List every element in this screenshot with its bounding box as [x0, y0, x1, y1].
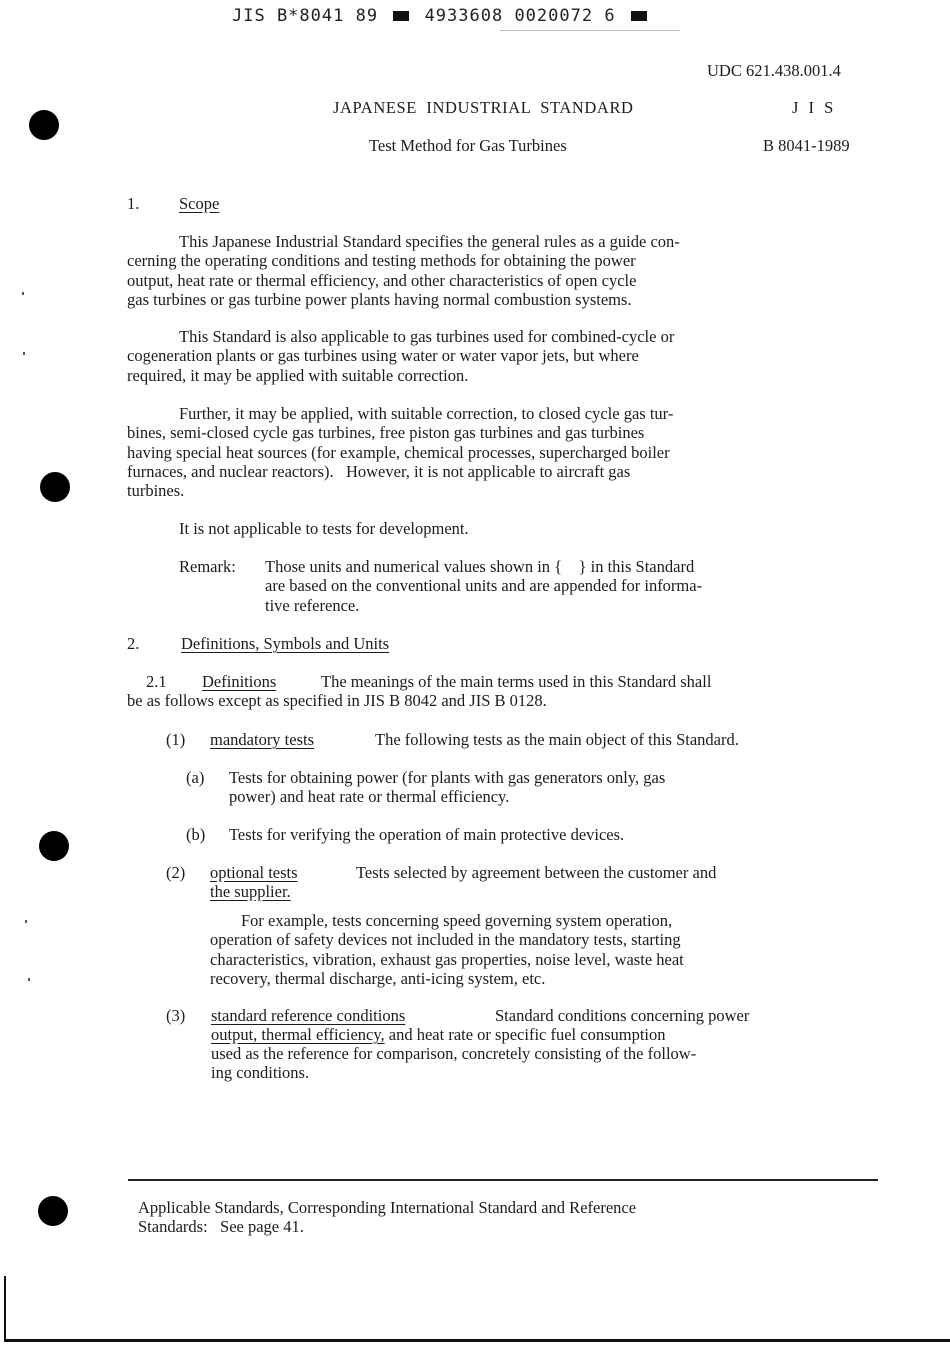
text-line: are based on the conventional units and are appended for informa-	[265, 576, 703, 596]
text-line: This Standard is also applicable to gas turbines used for combined-cycle or	[179, 327, 675, 346]
subsection-2-1-text-cont: be as follows except as specified in JIS B 8042 and JIS B 0128.	[127, 691, 547, 710]
text-line: cerning the operating conditions and testing methods for obtaining the power	[127, 251, 636, 271]
text-line: tive reference.	[265, 595, 360, 615]
udc-number: UDC 621.438.001.4	[707, 61, 841, 80]
scope-paragraph-1	[127, 232, 680, 309]
item-3-number: (3)	[166, 1006, 186, 1025]
scan-edge-left	[4, 1276, 6, 1340]
punch-hole-3	[39, 831, 69, 861]
section-2-number: 2.	[127, 634, 140, 653]
barcode-mark	[393, 11, 409, 21]
text-line: having special heat sources (for example, chemical processes, supercharged boiler	[127, 442, 670, 462]
text-line: Tests for obtaining power (for plants with gas generators only, gas	[229, 768, 666, 787]
header-code	[232, 6, 651, 26]
text-line: characteristics, vibration, exhaust gas properties, noise level, waste heat	[210, 949, 684, 969]
text-line: furnaces, and nuclear reactors). However, it is not applicable to aircraft gas	[127, 461, 631, 481]
punch-hole-1	[29, 110, 59, 140]
item-1a-text	[229, 768, 665, 807]
standard-number: B 8041-1989	[763, 136, 850, 155]
jis-label: J I S	[792, 98, 837, 117]
barcode-mark-end	[631, 11, 647, 21]
item-2-number: (2)	[166, 863, 186, 882]
header-code-part1: JIS B*8041 89	[232, 6, 379, 26]
document-title: Test Method for Gas Turbines	[369, 136, 567, 155]
scan-speck	[25, 920, 27, 923]
footnote	[138, 1198, 636, 1237]
item-3-line-2-rest: and heat rate or specific fuel consumption	[384, 1025, 666, 1044]
punch-hole-4	[38, 1196, 68, 1226]
text-line: output, heat rate or thermal efficiency, and other characteristics of open cycle	[127, 270, 637, 290]
text-line: ing conditions.	[211, 1063, 310, 1083]
text-line: This Japanese Industrial Standard specifies the general rules as a guide con-	[179, 232, 680, 251]
subsection-2-1-text: The meanings of the main terms used in this Standard shall	[321, 672, 712, 691]
item-3-line-2	[211, 1025, 666, 1044]
item-3-text-cont	[211, 1044, 696, 1083]
punch-hole-2	[40, 472, 70, 502]
item-2-term: optional tests	[210, 863, 298, 882]
text-line: recovery, thermal discharge, anti-icing system, etc.	[210, 968, 546, 988]
text-line: used as the reference for comparison, concretely consisting of the follow-	[211, 1044, 697, 1063]
scan-line	[500, 30, 680, 31]
scan-speck	[22, 292, 24, 295]
footnote-divider	[128, 1179, 878, 1181]
remark-label: Remark:	[179, 557, 236, 576]
text-line: turbines.	[127, 481, 185, 501]
section-2-heading: Definitions, Symbols and Units	[181, 634, 390, 653]
text-line: required, it may be applied with suitable correction.	[127, 365, 469, 385]
item-3-term-cont: output, thermal efficiency,	[211, 1025, 385, 1044]
scope-paragraph-3	[127, 404, 673, 500]
scan-edge-bottom	[4, 1339, 950, 1342]
item-2-term-cont: the supplier.	[210, 882, 291, 901]
section-1-heading: Scope	[179, 194, 220, 213]
scope-paragraph-2	[127, 327, 674, 385]
text-line: bines, semi-closed cycle gas turbines, free piston gas turbines and gas turbines	[127, 423, 645, 443]
item-3-text: Standard conditions concerning power	[495, 1006, 750, 1025]
text-line: Standards: See page 41.	[138, 1217, 304, 1237]
text-line: power) and heat rate or thermal efficiency.	[229, 787, 510, 807]
scan-speck	[28, 978, 30, 981]
scan-speck	[23, 352, 25, 355]
item-1b-label: (b)	[186, 825, 206, 844]
standard-label: JAPANESE INDUSTRIAL STANDARD	[333, 98, 634, 117]
item-1-term: mandatory tests	[210, 730, 315, 749]
item-1b-text: Tests for verifying the operation of main protective devices.	[229, 825, 625, 844]
header-code-part2: 4933608 0020072 6	[424, 6, 616, 26]
text-line: gas turbines or gas turbine power plants having normal combustion systems.	[127, 289, 632, 309]
text-line: cogeneration plants or gas turbines using water or water vapor jets, but where	[127, 346, 639, 366]
text-line: operation of safety devices not included in the mandatory tests, starting	[210, 930, 681, 950]
text-line: Applicable Standards, Corresponding International Standard and Reference	[138, 1198, 637, 1217]
text-line: Further, it may be applied, with suitable correction, to closed cycle gas tur-	[179, 404, 674, 423]
item-1-text: The following tests as the main object of this Standard.	[375, 730, 739, 749]
item-2-example	[210, 911, 684, 988]
remark-text	[265, 557, 702, 615]
item-1-number: (1)	[166, 730, 186, 749]
text-line: For example, tests concerning speed governing system operation,	[241, 911, 673, 930]
item-1a-label: (a)	[186, 768, 205, 787]
section-1-number: 1.	[127, 194, 140, 213]
item-3-term: standard reference conditions	[211, 1006, 406, 1025]
item-2-text: Tests selected by agreement between the customer and	[356, 863, 717, 882]
text-line: Those units and numerical values shown in { } in this Standard	[265, 557, 695, 576]
scope-paragraph-4: It is not applicable to tests for development.	[179, 519, 469, 538]
subsection-2-1-heading: Definitions	[202, 672, 277, 691]
subsection-2-1-number: 2.1	[146, 672, 167, 691]
